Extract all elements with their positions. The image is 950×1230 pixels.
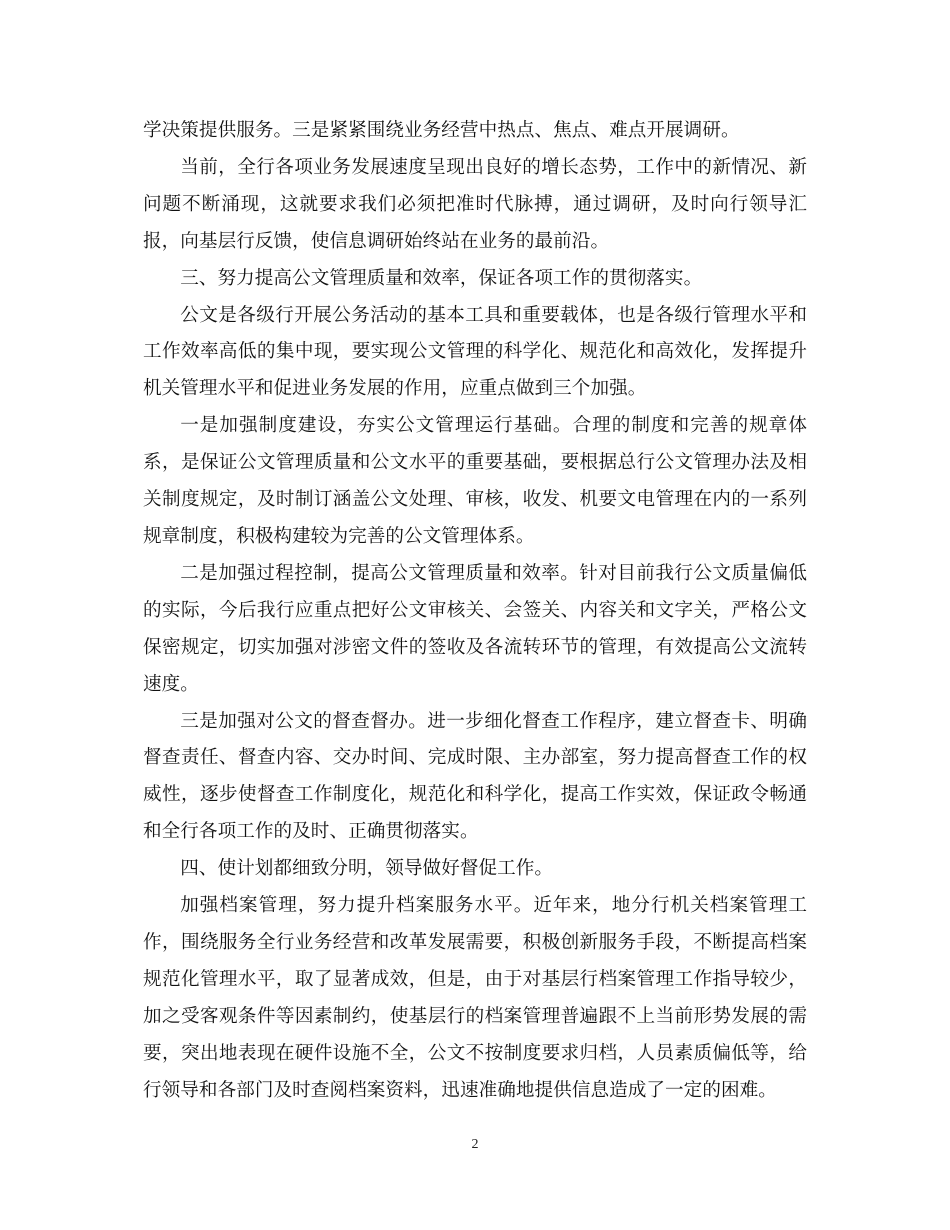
page-number: 2 — [471, 1137, 479, 1152]
paragraph-6: 二是加强过程控制，提高公文管理质量和效率。针对目前我行公文质量偏低的实际，今后我行应重点把好公文审核关、会签关、内容关和文字关，严格公文保密规定，切实加强对涉密文件的签收及各流转环节的管理，有效提高公文流转速度。 — [143, 562, 807, 695]
paragraph-4: 公文是各级行开展公务活动的基本工具和重要载体，也是各级行管理水平和工作效率高低的集中现，要实现公文管理的科学化、规范化和高效化，发挥提升机关管理水平和促进业务发展的作用，应重点做到三个加强。 — [143, 304, 807, 400]
paragraph-9: 加强档案管理，努力提升档案服务水平。近年来，地分行机关档案管理工作，围绕服务全行业务经营和改革发展需要，积极创新服务手段，不断提高档案规范化管理水平，取了显著成效，但是，由于对基层行档案管理工作指导较少，加之受客观条件等因素制约，使基层行的档案管理普遍跟不上当前形势发展的需要，突出地表现在硬件设施不全，公文不按制度要求归档，人员素质偏低等，给行领导和各部门及时查阅档案资料，迅速准确地提供信息造成了一定的困难。 — [143, 895, 807, 1101]
document-body — [143, 113, 807, 1109]
section-heading-4: 四、使计划都细致分明，领导做好督促工作。 — [180, 858, 554, 880]
paragraph-7: 三是加强对公文的督查督办。进一步细化督查工作程序，建立督查卡、明确督查责任、督查内容、交办时间、完成时限、主办部室，努力提高督查工作的权威性，逐步使督查工作制度化，规范化和科学化，提高工作实效，保证政令畅通和全行各项工作的及时、正确贯彻落实。 — [143, 710, 807, 843]
paragraph-1: 学决策提供服务。三是紧紧围绕业务经营中热点、焦点、难点开展调研。 — [143, 120, 740, 141]
section-heading-3: 三、努力提高公文管理质量和效率，保证各项工作的贯彻落实。 — [180, 267, 703, 289]
paragraph-5: 一是加强制度建设，夯实公文管理运行基础。合理的制度和完善的规章体系，是保证公文管理质量和公文水平的重要基础，要根据总行公文管理办法及相关制度规定，及时制订涵盖公文处理、审核，收发、机要文电管理在内的一系列规章制度，积极构建较为完善的公文管理体系。 — [143, 415, 807, 547]
paragraph-2: 当前，全行各项业务发展速度呈现出良好的增长态势，工作中的新情况、新问题不断涌现，这就要求我们必须把准时代脉搏，通过调研，及时向行领导汇报，向基层行反馈，使信息调研始终站在业务的最前沿。 — [143, 156, 807, 252]
